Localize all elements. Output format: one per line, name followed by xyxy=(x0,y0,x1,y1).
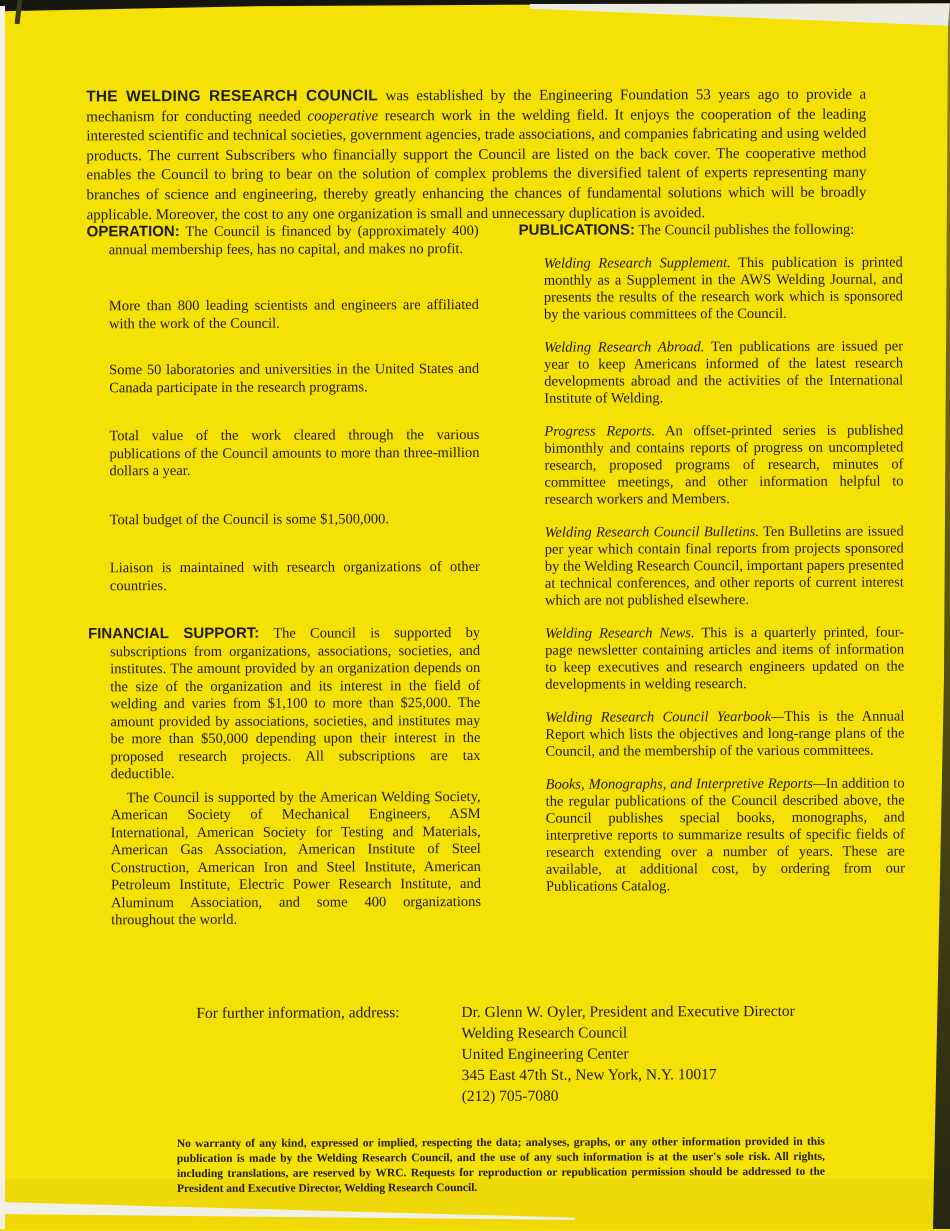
publication-title: Welding Research Council Yearbook— xyxy=(545,708,785,726)
publications-paragraph xyxy=(519,221,903,240)
intro-italic-word: cooperative xyxy=(307,107,379,125)
publication-title: Books, Monographs, and Interpretive Reports— xyxy=(545,775,826,793)
publication-title: Welding Research Council Bulletins. xyxy=(544,524,760,541)
operation-item: Total budget of the Council is some $1,500,000. xyxy=(109,510,389,528)
publication-text: This is a quarterly printed, four-page newsletter containing articles and items of information to keep executives and research engineers updated on the developments in welding research. xyxy=(545,624,905,693)
operation-intro-text: The Council is financed by (approximately 400) annual membership fees, has no capital, and makes no profit. xyxy=(108,222,479,258)
right-column xyxy=(519,221,905,896)
contact-line: United Engineering Center xyxy=(461,1045,629,1064)
operation-item: Liaison is maintained with research organizations of other countries. xyxy=(109,558,480,594)
operation-paragraph xyxy=(87,222,479,259)
publication-title: Welding Research News. xyxy=(545,625,695,642)
publication-text: This publication is printed monthly as a Supplement in the AWS Welding Journal, and presents the results of the research work which is sponsored by the various committees of the Council. xyxy=(543,254,903,323)
financial-paragraph xyxy=(88,624,481,784)
operation-item: More than 800 leading scientists and engineers are affiliated with the work of the Council. xyxy=(108,296,479,332)
publication-entry xyxy=(544,255,903,324)
publication-title: Welding Research Abroad. xyxy=(544,339,705,356)
contact-line: Dr. Glenn W. Oyler, President and Executive Director xyxy=(461,1002,795,1022)
contact-block xyxy=(1,1000,950,1106)
operation-heading: OPERATION: xyxy=(86,223,180,241)
publication-text: An offset-printed series is published bimonthly and contains reports of progress on uncompleted research, proposed programs of research, minutes of committee meetings, and other information helpful to research workers and Members. xyxy=(544,422,904,508)
intro-lead-title: THE WELDING RESEARCH COUNCIL xyxy=(86,87,378,106)
contact-line: (212) 705-7080 xyxy=(461,1087,559,1106)
publications-intro-text: The Council publishes the following: xyxy=(635,221,855,239)
intro-text-b: research work in the welding field. It enjoys the cooperation of the leading interested scientific and technical societies, government agencies, trade associations, and companies fabricating and using welded products. The current Subscribers who financially support the Council are listed on the back cover. The cooperative method enables the Council to bring to bear on the solution of complex problems the diversified talent of experts representing many branches of science and engineering, thereby greatly enhancing the chances of fundamental solutions which will be broadly applicable. Moreover, the cost to any one organization is small and unnecessary duplication is avoided. xyxy=(86,106,867,223)
publication-title: Progress Reports. xyxy=(544,423,656,440)
contact-line: Welding Research Council xyxy=(461,1024,628,1043)
publication-title: Welding Research Supplement. xyxy=(543,255,731,272)
publication-text: In addition to the regular publications of the Council described above, the Council publishes special books, monographs, and interpretive reports to summarize results of specific fields of research extending over a number of years. These are available, at additional cost, by ordering from our Publications Catalog. xyxy=(545,775,905,895)
operation-item: Some 50 laboratories and universities in the United States and Canada participate in the research programs. xyxy=(109,360,480,396)
intro-paragraph xyxy=(86,85,866,226)
contact-label: For further information, address: xyxy=(196,1004,400,1022)
financial-intro-text: The Council is supported by subscriptions from organizations, associations, societies, and institutes. The amount provided by an organization depends on the size of the organization and its interest in the field of welding and varies from $1,100 to more than $25,000. The amount provided by associations, societies, and institutes may be more than $50,000 depending upon their interest in the proposed research projects. All subscriptions are tax deductible. xyxy=(110,624,481,783)
disclaimer-text: No warranty of any kind, expressed or implied, respecting the data; analyses, graphs, or any other information provided in this publication is made by the Welding Research Council, and the use of any such information is at the user's sole risk. All rights, including translations, are reserved by WRC. Requests for reproduction or republication permission should be addressed to the President and Executive Director, Welding Research Council. xyxy=(176,1135,825,1196)
publication-entry xyxy=(545,709,904,761)
financial-heading: FINANCIAL SUPPORT: xyxy=(88,624,260,643)
publications-heading: PUBLICATIONS: xyxy=(518,221,636,239)
publication-text: Ten Bulletins are issued per year which contain final reports from projects sponsored by the Welding Research Council, important papers presented at technical conferences, and other reports of current interest which are not published elsewhere. xyxy=(544,523,904,609)
operation-item: Total value of the work cleared through the various publications of the Council amounts to more than three-million dollars a year. xyxy=(109,426,480,480)
intro-text-a: was established by the Engineering Foundation 53 years ago to provide a mechanism for conducting needed xyxy=(86,86,867,125)
publication-entry xyxy=(546,776,905,896)
left-column xyxy=(87,222,481,930)
contact-address xyxy=(461,1001,891,1108)
publication-entry xyxy=(545,625,904,694)
publication-entry xyxy=(545,524,904,610)
financial-paragraph-2: The Council is supported by the American Welding Society, American Society of Mechanical Engineers, ASM International, American Society for Testing and Materials, American Gas Association, American Institute of Steel Construction, American Iron and Steel Institute, American Petroleum Institute, Electric Power Research Institute, and Aluminum Association, and some 400 organizations throughout the world. xyxy=(110,788,482,929)
publication-text: This is the Annual Report which lists the objectives and long-range plans of the Council, and the membership of the various committees. xyxy=(545,708,905,760)
publication-entry xyxy=(544,423,903,509)
publication-entry xyxy=(544,339,903,408)
publication-text: Ten publications are issued per year to keep Americans informed of the latest research developments abroad and the activities of the International Institute of Welding. xyxy=(544,338,904,407)
contact-line: 345 East 47th St., New York, N.Y. 10017 xyxy=(461,1066,717,1085)
